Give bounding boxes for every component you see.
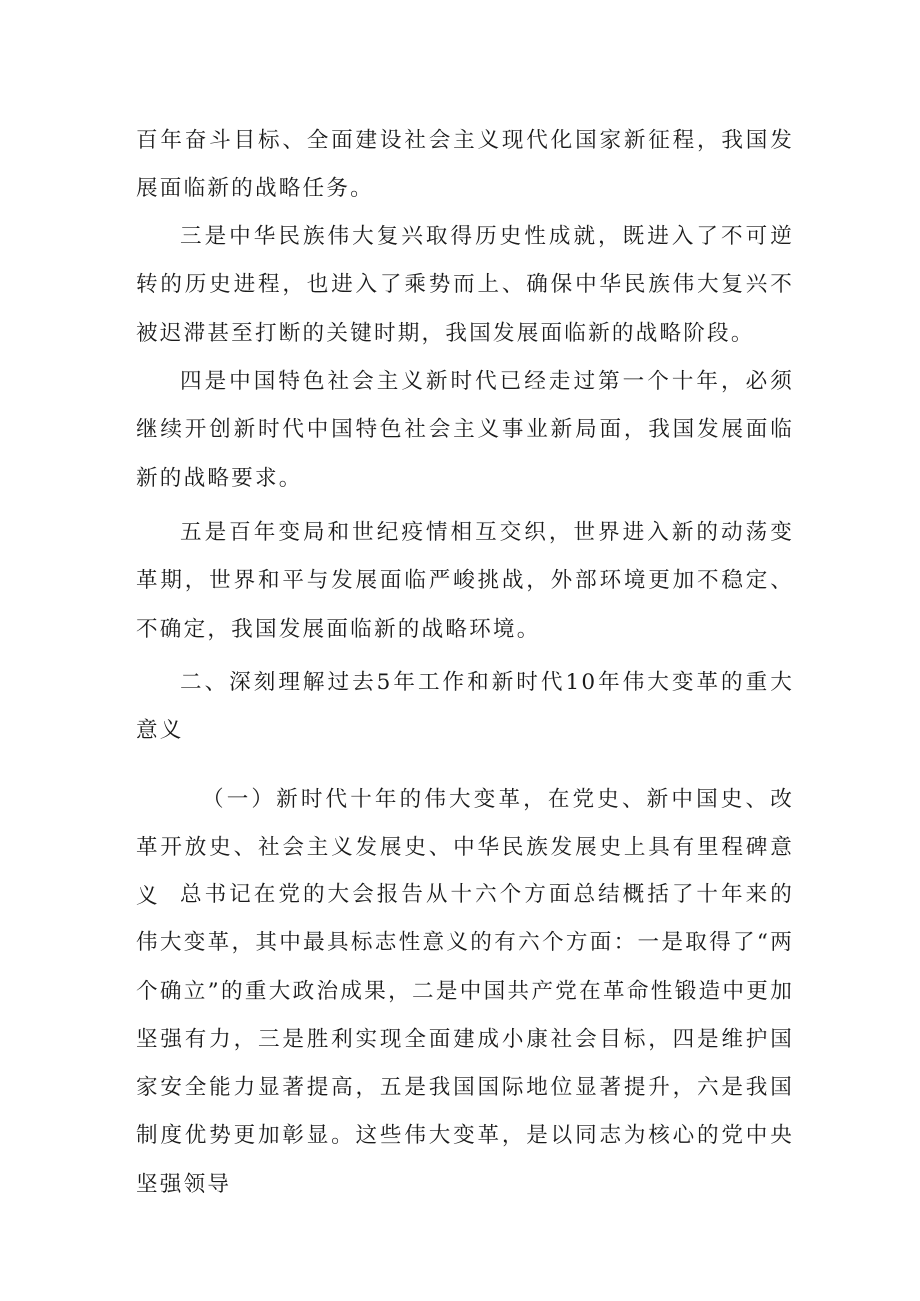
section-heading-two: 二、深刻理解过去5年工作和新时代10年伟大变革的重大意义 bbox=[136, 670, 794, 744]
paragraph-point-four: 四是中国特色社会主义新时代已经走过第一个十年，必须继续开创新时代中国特色社会主义事业新局面，我国发展面临新的战略要求。 bbox=[136, 369, 794, 491]
subsection-heading-one: （一）新时代十年的伟大变革，在党史、新中国史、改革开放史、社会主义发展史、中华民族发展史上具有里程碑意义 bbox=[136, 787, 794, 909]
paragraph-point-five: 五是百年变局和世纪疫情相互交织，世界进入新的动荡变革期，世界和平与发展面临严峻挑战，外部环境更加不稳定、不确定，我国发展面临新的战略环境。 bbox=[136, 520, 794, 642]
paragraph-continuation: 百年奋斗目标、全面建设社会主义现代化国家新征程，我国发展面临新的战略任务。 bbox=[136, 128, 794, 202]
paragraph-point-three: 三是中华民族伟大复兴取得历史性成就，既进入了不可逆转的历史进程，也进入了乘势而上、确保中华民族伟大复兴不被迟滞甚至打断的关键时期，我国发展面临新的战略阶段。 bbox=[136, 224, 794, 346]
paragraph-summary: 总书记在党的大会报告从十六个方面总结概括了十年来的伟大变革，其中最具标志性意义的有六个方面：一是取得了“两个确立”的重大政治成果，二是中国共产党在革命性锻造中更加坚强有力，三是胜利实现全面建成小康社会目标，四是维护国家安全能力显著提高，五是我国国际地位显著提升，六是我国制度优势更加彰显。这些伟大变革，是以同志为核心的党中央坚强领导 bbox=[136, 882, 794, 1197]
